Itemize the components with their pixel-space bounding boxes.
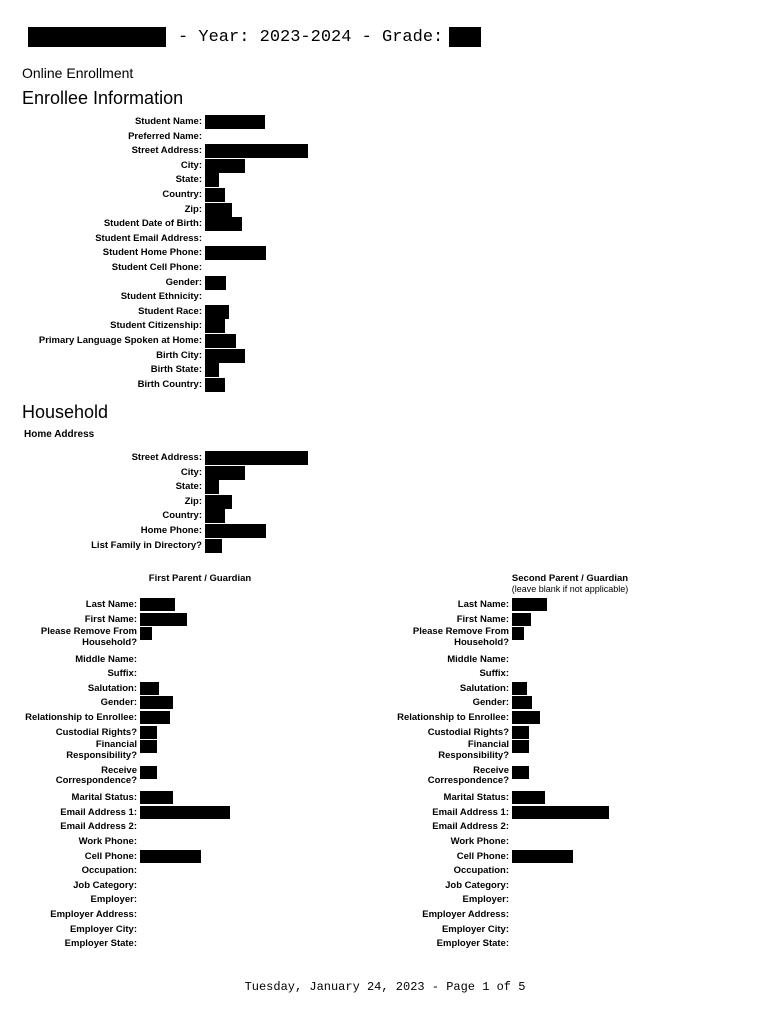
- guardian2-redacted-value: [512, 740, 529, 753]
- guardian1-label-financial-responsibility: Financial Responsibility?: [66, 739, 137, 761]
- redacted-school-name: [28, 27, 166, 47]
- household-redacted-value: [205, 466, 245, 480]
- guardian1-label-employer: Employer:: [90, 894, 137, 906]
- page-footer: Tuesday, January 24, 2023 - Page 1 of 5: [244, 980, 526, 994]
- guardian1-label-gender: Gender:: [100, 697, 137, 709]
- guardian2-redacted-value: [512, 806, 609, 819]
- guardian1-redacted-value: [140, 627, 152, 640]
- guardian2-label-email-address-1: Email Address 1:: [432, 806, 509, 818]
- enrollee-label-primary-language-spoken-at-home: Primary Language Spoken at Home:: [38, 334, 202, 346]
- enrollee-redacted-value: [205, 349, 245, 363]
- enrollee-label-student-ethnicity: Student Ethnicity:: [120, 291, 202, 303]
- household-section-title: Household: [22, 402, 109, 422]
- enrollee-section-title: Enrollee Information: [22, 88, 184, 108]
- guardian2-label-employer-city: Employer City:: [441, 923, 509, 935]
- guardian2-redacted-value: [512, 766, 529, 779]
- guardian1-label-receive-correspondence: Receive Correspondence?: [55, 764, 137, 787]
- first-guardian-heading: First Parent / Guardian: [148, 573, 252, 584]
- guardian1-label-please-remove-from-household: Please Remove From Household?: [40, 626, 137, 648]
- guardian2-label-employer: Employer:: [462, 894, 509, 906]
- online-enrollment-title: Online Enrollment: [22, 65, 134, 81]
- guardian2-label-employer-address: Employer Address:: [422, 909, 509, 920]
- guardian1-label-email-address-1: Email Address 1:: [60, 806, 137, 818]
- guardian1-label-job-category: Job Category:: [73, 879, 137, 891]
- enrollee-label-birth-country: Birth Country:: [137, 378, 202, 390]
- enrollee-label-birth-city: Birth City:: [156, 349, 202, 361]
- guardian1-label-email-address-2: Email Address 2:: [60, 821, 137, 833]
- home-address-subheading: Home Address: [24, 429, 95, 440]
- household-redacted-value: [205, 524, 266, 538]
- guardian1-label-employer-state: Employer State:: [64, 938, 137, 950]
- enrollee-redacted-value: [205, 305, 229, 319]
- enrollee-label-gender: Gender:: [165, 276, 202, 288]
- year-grade-text: - Year: 2023-2024 - Grade:: [178, 27, 444, 47]
- guardian1-label-employer-address: Employer Address:: [50, 909, 137, 920]
- enrollee-label-preferred-name: Preferred Name:: [128, 130, 202, 142]
- guardian1-label-middle-name: Middle Name:: [75, 653, 137, 665]
- guardian1-redacted-value: [140, 740, 157, 753]
- enrollee-redacted-value: [205, 334, 236, 348]
- enrollee-redacted-value: [205, 173, 219, 187]
- guardian1-label-custodial-rights: Custodial Rights?: [55, 726, 137, 738]
- guardian2-redacted-value: [512, 613, 531, 626]
- guardian2-label-receive-correspondence: Receive Correspondence?: [427, 764, 509, 787]
- guardian2-label-cell-phone: Cell Phone:: [456, 850, 509, 862]
- enrollee-redacted-value: [205, 363, 219, 377]
- second-guardian-heading: Second Parent / Guardian: [511, 573, 629, 584]
- enrollee-label-student-citizenship: Student Citizenship:: [110, 320, 202, 332]
- enrollee-redacted-value: [205, 276, 226, 290]
- enrollee-label-state: State:: [175, 174, 202, 186]
- guardian2-label-last-name: Last Name:: [457, 599, 509, 610]
- household-label-home-phone: Home Phone:: [140, 524, 202, 536]
- enrollee-label-student-date-of-birth: Student Date of Birth:: [103, 218, 202, 230]
- guardian2-label-occupation: Occupation:: [453, 865, 509, 877]
- guardian2-redacted-value: [512, 598, 547, 611]
- document-header: [28, 26, 481, 48]
- guardian1-redacted-value: [140, 850, 201, 863]
- household-redacted-value: [205, 480, 219, 494]
- guardian1-redacted-value: [140, 806, 230, 819]
- guardian2-label-financial-responsibility: Financial Responsibility?: [438, 739, 509, 761]
- household-label-state: State:: [175, 481, 202, 493]
- enrollee-redacted-value: [205, 319, 225, 333]
- guardian1-label-suffix: Suffix:: [107, 668, 137, 680]
- guardian2-redacted-value: [512, 711, 540, 724]
- guardian2-label-work-phone: Work Phone:: [450, 836, 509, 848]
- redacted-grade: [449, 27, 481, 47]
- enrollee-label-student-race: Student Race:: [138, 305, 202, 317]
- enrollee-redacted-value: [205, 246, 266, 260]
- household-redacted-value: [205, 539, 222, 553]
- guardian2-label-first-name: First Name:: [456, 613, 509, 625]
- enrollee-redacted-value: [205, 115, 265, 129]
- guardian2-label-suffix: Suffix:: [479, 668, 509, 680]
- household-label-list-family-in-directory: List Family in Directory?: [91, 539, 202, 551]
- guardian1-label-employer-city: Employer City:: [69, 923, 137, 935]
- guardian1-label-occupation: Occupation:: [81, 865, 137, 877]
- household-label-city: City:: [180, 466, 202, 478]
- household-label-zip: Zip:: [184, 495, 202, 507]
- guardian2-redacted-value: [512, 726, 529, 739]
- second-guardian-note: (leave blank if not applicable): [511, 584, 629, 594]
- enrollee-label-birth-state: Birth State:: [150, 364, 202, 376]
- guardian1-redacted-value: [140, 682, 159, 695]
- guardian1-label-marital-status: Marital Status:: [71, 792, 137, 804]
- enrollee-label-student-home-phone: Student Home Phone:: [102, 247, 202, 259]
- guardian2-label-please-remove-from-household: Please Remove From Household?: [412, 626, 509, 648]
- guardian1-label-last-name: Last Name:: [85, 599, 137, 610]
- guardian2-redacted-value: [512, 627, 524, 640]
- enrollee-label-student-cell-phone: Student Cell Phone:: [111, 261, 202, 273]
- guardian2-label-gender: Gender:: [472, 697, 509, 709]
- guardian2-label-job-category: Job Category:: [445, 879, 509, 891]
- guardian2-label-middle-name: Middle Name:: [447, 653, 509, 665]
- guardian1-label-work-phone: Work Phone:: [78, 836, 137, 848]
- guardian2-redacted-value: [512, 682, 527, 695]
- guardian2-redacted-value: [512, 850, 573, 863]
- enrollee-redacted-value: [205, 203, 232, 217]
- guardian2-label-employer-state: Employer State:: [436, 938, 509, 950]
- enrollee-label-student-name: Student Name:: [134, 116, 202, 127]
- guardian2-label-salutation: Salutation:: [459, 682, 509, 694]
- enrollee-redacted-value: [205, 144, 308, 158]
- guardian1-label-first-name: First Name:: [84, 613, 137, 625]
- household-redacted-value: [205, 509, 225, 523]
- guardian1-redacted-value: [140, 711, 170, 724]
- enrollee-label-street-address: Street Address:: [131, 145, 202, 157]
- guardian2-redacted-value: [512, 791, 545, 804]
- guardian2-label-marital-status: Marital Status:: [443, 792, 509, 804]
- guardian1-redacted-value: [140, 696, 173, 709]
- guardian1-redacted-value: [140, 766, 157, 779]
- enrollee-redacted-value: [205, 217, 242, 231]
- enrollee-label-country: Country:: [162, 188, 202, 200]
- guardian1-label-cell-phone: Cell Phone:: [84, 850, 137, 862]
- guardian2-label-custodial-rights: Custodial Rights?: [427, 726, 509, 738]
- enrollee-redacted-value: [205, 188, 225, 202]
- enrollee-redacted-value: [205, 159, 245, 173]
- enrollee-redacted-value: [205, 378, 225, 392]
- household-label-street-address: Street Address:: [131, 452, 202, 463]
- household-redacted-value: [205, 495, 232, 509]
- guardian2-redacted-value: [512, 696, 532, 709]
- guardian1-redacted-value: [140, 613, 187, 626]
- guardian2-label-relationship-to-enrollee: Relationship to Enrollee:: [397, 712, 509, 724]
- guardian1-redacted-value: [140, 726, 157, 739]
- household-label-country: Country:: [162, 510, 202, 522]
- household-redacted-value: [205, 451, 308, 465]
- guardian1-redacted-value: [140, 791, 173, 804]
- guardian1-redacted-value: [140, 598, 175, 611]
- enrollee-label-city: City:: [180, 159, 202, 171]
- enrollee-label-student-email-address: Student Email Address:: [95, 232, 202, 244]
- guardian1-label-salutation: Salutation:: [87, 682, 137, 694]
- enrollee-label-zip: Zip:: [184, 203, 202, 215]
- guardian1-label-relationship-to-enrollee: Relationship to Enrollee:: [25, 712, 137, 724]
- guardian2-label-email-address-2: Email Address 2:: [432, 821, 509, 833]
